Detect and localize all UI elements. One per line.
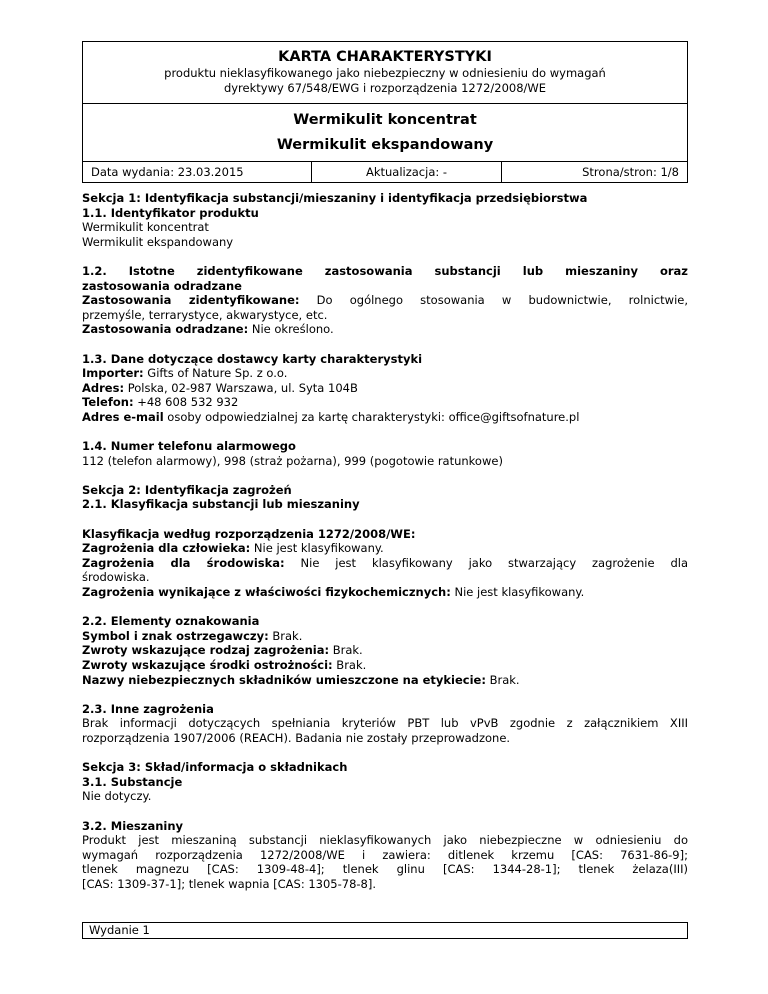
subsection-3-1-heading: 3.1. Substancje bbox=[82, 774, 183, 789]
env-hazards-line2: środowiska. bbox=[82, 570, 150, 585]
product-name-1: Wermikulit koncentrat bbox=[293, 112, 477, 128]
product-identifier-1: Wermikulit koncentrat bbox=[82, 220, 209, 235]
subsection-3-2-heading: 3.2. Mieszaniny bbox=[82, 818, 184, 833]
precaution-phrases-value: Brak. bbox=[332, 658, 367, 672]
env-hazards-line1 bbox=[82, 556, 688, 571]
product-names-block bbox=[83, 104, 687, 162]
document-body bbox=[82, 191, 688, 892]
symbol-value: Brak. bbox=[268, 628, 303, 643]
address-line bbox=[82, 381, 688, 396]
page-number: Strona/stron: 1/8 bbox=[582, 165, 679, 179]
product-name-2: Wermikulit ekspandowany bbox=[276, 137, 494, 153]
phys-hazards-label: Zagrożenia wynikające z właściwości fizykochemicznych: bbox=[82, 585, 451, 600]
subsection-2-1-heading: 2.1. Klasyfikacja substancji lub mieszaniny bbox=[82, 497, 360, 512]
subsection-1-2-heading-line2: zastosowania odradzane bbox=[82, 278, 242, 293]
mixtures-line2: wymagań rozporządzenia 1272/2008/WE i zawiera: ditlenek krzemu [CAS: 7631-86-9]; bbox=[82, 847, 688, 862]
other-hazards-line2: rozporządzenia 1907/2006 (REACH). Badania nie zostały przeprowadzone. bbox=[82, 730, 511, 745]
subsection-2-2-heading: 2.2. Elementy oznakowania bbox=[82, 614, 260, 629]
classification-heading: Klasyfikacja według rozporządzenia 1272/2008/WE: bbox=[82, 526, 416, 541]
precaution-phrases-label: Zwroty wskazujące środki ostrożności: bbox=[82, 658, 333, 672]
update-info: Aktualizacja: - bbox=[312, 162, 502, 182]
importer-line bbox=[82, 366, 688, 381]
mixtures-line3: tlenek magnezu [CAS: 1309-48-4]; tlenek glinu [CAS: 1344-28-1]; tlenek żelaza(III) bbox=[82, 862, 688, 877]
header-info-row bbox=[83, 162, 687, 182]
advised-against-value: Nie określono. bbox=[248, 322, 334, 337]
section-1-heading: Sekcja 1: Identyfikacja substancji/mieszaniny i identyfikacja przedsiębiorstwa bbox=[82, 191, 588, 205]
issue-date: Data wydania: 23.03.2015 bbox=[83, 162, 312, 182]
symbol-label: Symbol i znak ostrzegawczy: bbox=[82, 628, 269, 643]
env-hazards-value: Nie jest klasyfikowany jako stwarzający zagrożenie dla bbox=[284, 555, 689, 570]
identified-uses-line2: przemyśle, terrarystyce, akwarystyce, etc. bbox=[82, 307, 328, 322]
subsection-1-4-heading: 1.4. Numer telefonu alarmowego bbox=[82, 439, 296, 454]
precaution-phrases-line bbox=[82, 658, 688, 673]
mixtures-line4: [CAS: 1309-37-1]; tlenek wapnia [CAS: 1305-78-8]. bbox=[82, 876, 377, 891]
section-2-heading: Sekcja 2: Identyfikacja zagrożeń bbox=[82, 482, 292, 497]
section-3-heading: Sekcja 3: Skład/informacja o składnikach bbox=[82, 760, 348, 775]
document-subtitle-line1: produktu nieklasyfikowanego jako niebezpieczny w odniesieniu do wymagań bbox=[164, 66, 606, 80]
hazard-phrases-line bbox=[82, 643, 688, 658]
mixtures-line1: Produkt jest mieszaniną substancji nieklasyfikowanych jako niebezpieczne w odniesieniu do bbox=[82, 833, 688, 848]
label-components-line bbox=[82, 673, 688, 688]
subsection-2-3-heading: 2.3. Inne zagrożenia bbox=[82, 701, 214, 716]
importer-label: Importer: bbox=[82, 366, 144, 381]
other-hazards-line1: Brak informacji dotyczących spełniania kryteriów PBT lub vPvB zgodnie z załącznikiem XIII bbox=[82, 716, 688, 731]
substances-text: Nie dotyczy. bbox=[82, 789, 152, 804]
header-title-block bbox=[83, 42, 687, 104]
page-footer bbox=[82, 922, 688, 939]
label-components-label: Nazwy niebezpiecznych składników umieszczone na etykiecie: bbox=[82, 672, 486, 687]
document-header bbox=[82, 41, 688, 183]
subsection-1-3-heading: 1.3. Dane dotyczące dostawcy karty charakterystyki bbox=[82, 351, 423, 366]
human-hazards-label: Zagrożenia dla człowieka: bbox=[82, 541, 251, 556]
phone-label: Telefon: bbox=[82, 395, 134, 410]
subsection-1-1-heading: 1.1. Identyfikator produktu bbox=[82, 205, 259, 220]
human-hazards-value: Nie jest klasyfikowany. bbox=[250, 541, 384, 556]
advised-against-uses bbox=[82, 322, 688, 337]
importer-value: Gifts of Nature Sp. z o.o. bbox=[143, 366, 288, 381]
address-label: Adres: bbox=[82, 380, 125, 395]
human-hazards-line bbox=[82, 541, 688, 556]
subsection-1-2-heading-line1: 1.2. Istotne zidentyfikowane zastosowania substancji lub mieszaniny oraz bbox=[82, 263, 688, 278]
env-hazards-label: Zagrożenia dla środowiska: bbox=[82, 555, 285, 570]
label-components-value: Brak. bbox=[485, 672, 520, 687]
symbol-line bbox=[82, 629, 688, 644]
product-identifier-2: Wermikulit ekspandowany bbox=[82, 234, 234, 249]
phys-hazards-line bbox=[82, 585, 688, 600]
document-title: KARTA CHARAKTERYSTYKI bbox=[278, 49, 492, 65]
document-subtitle-line2: dyrektywy 67/548/EWG i rozporządzenia 1272/2008/WE bbox=[223, 81, 547, 95]
email-label: Adres e-mail bbox=[82, 409, 164, 424]
identified-uses-line1 bbox=[82, 293, 688, 308]
email-value: osoby odpowiedzialnej za kartę charakterystyki: office@giftsofnature.pl bbox=[163, 409, 580, 424]
hazard-phrases-label: Zwroty wskazujące rodzaj zagrożenia: bbox=[82, 643, 330, 658]
address-value: Polska, 02-987 Warszawa, ul. Syta 104B bbox=[124, 380, 358, 395]
identified-uses-value: Do ogólnego stosowania w budownictwie, rolnictwie, bbox=[299, 293, 689, 308]
emergency-numbers: 112 (telefon alarmowy), 998 (straż pożarna), 999 (pogotowie ratunkowe) bbox=[82, 453, 503, 468]
hazard-phrases-value: Brak. bbox=[329, 643, 363, 658]
identified-uses-label: Zastosowania zidentyfikowane: bbox=[82, 293, 300, 308]
phone-value: +48 608 532 932 bbox=[133, 395, 239, 410]
advised-against-label: Zastosowania odradzane: bbox=[82, 322, 249, 337]
phone-line bbox=[82, 395, 688, 410]
phys-hazards-value: Nie jest klasyfikowany. bbox=[450, 585, 585, 600]
edition-label: Wydanie 1 bbox=[89, 923, 150, 937]
email-line bbox=[82, 410, 688, 425]
